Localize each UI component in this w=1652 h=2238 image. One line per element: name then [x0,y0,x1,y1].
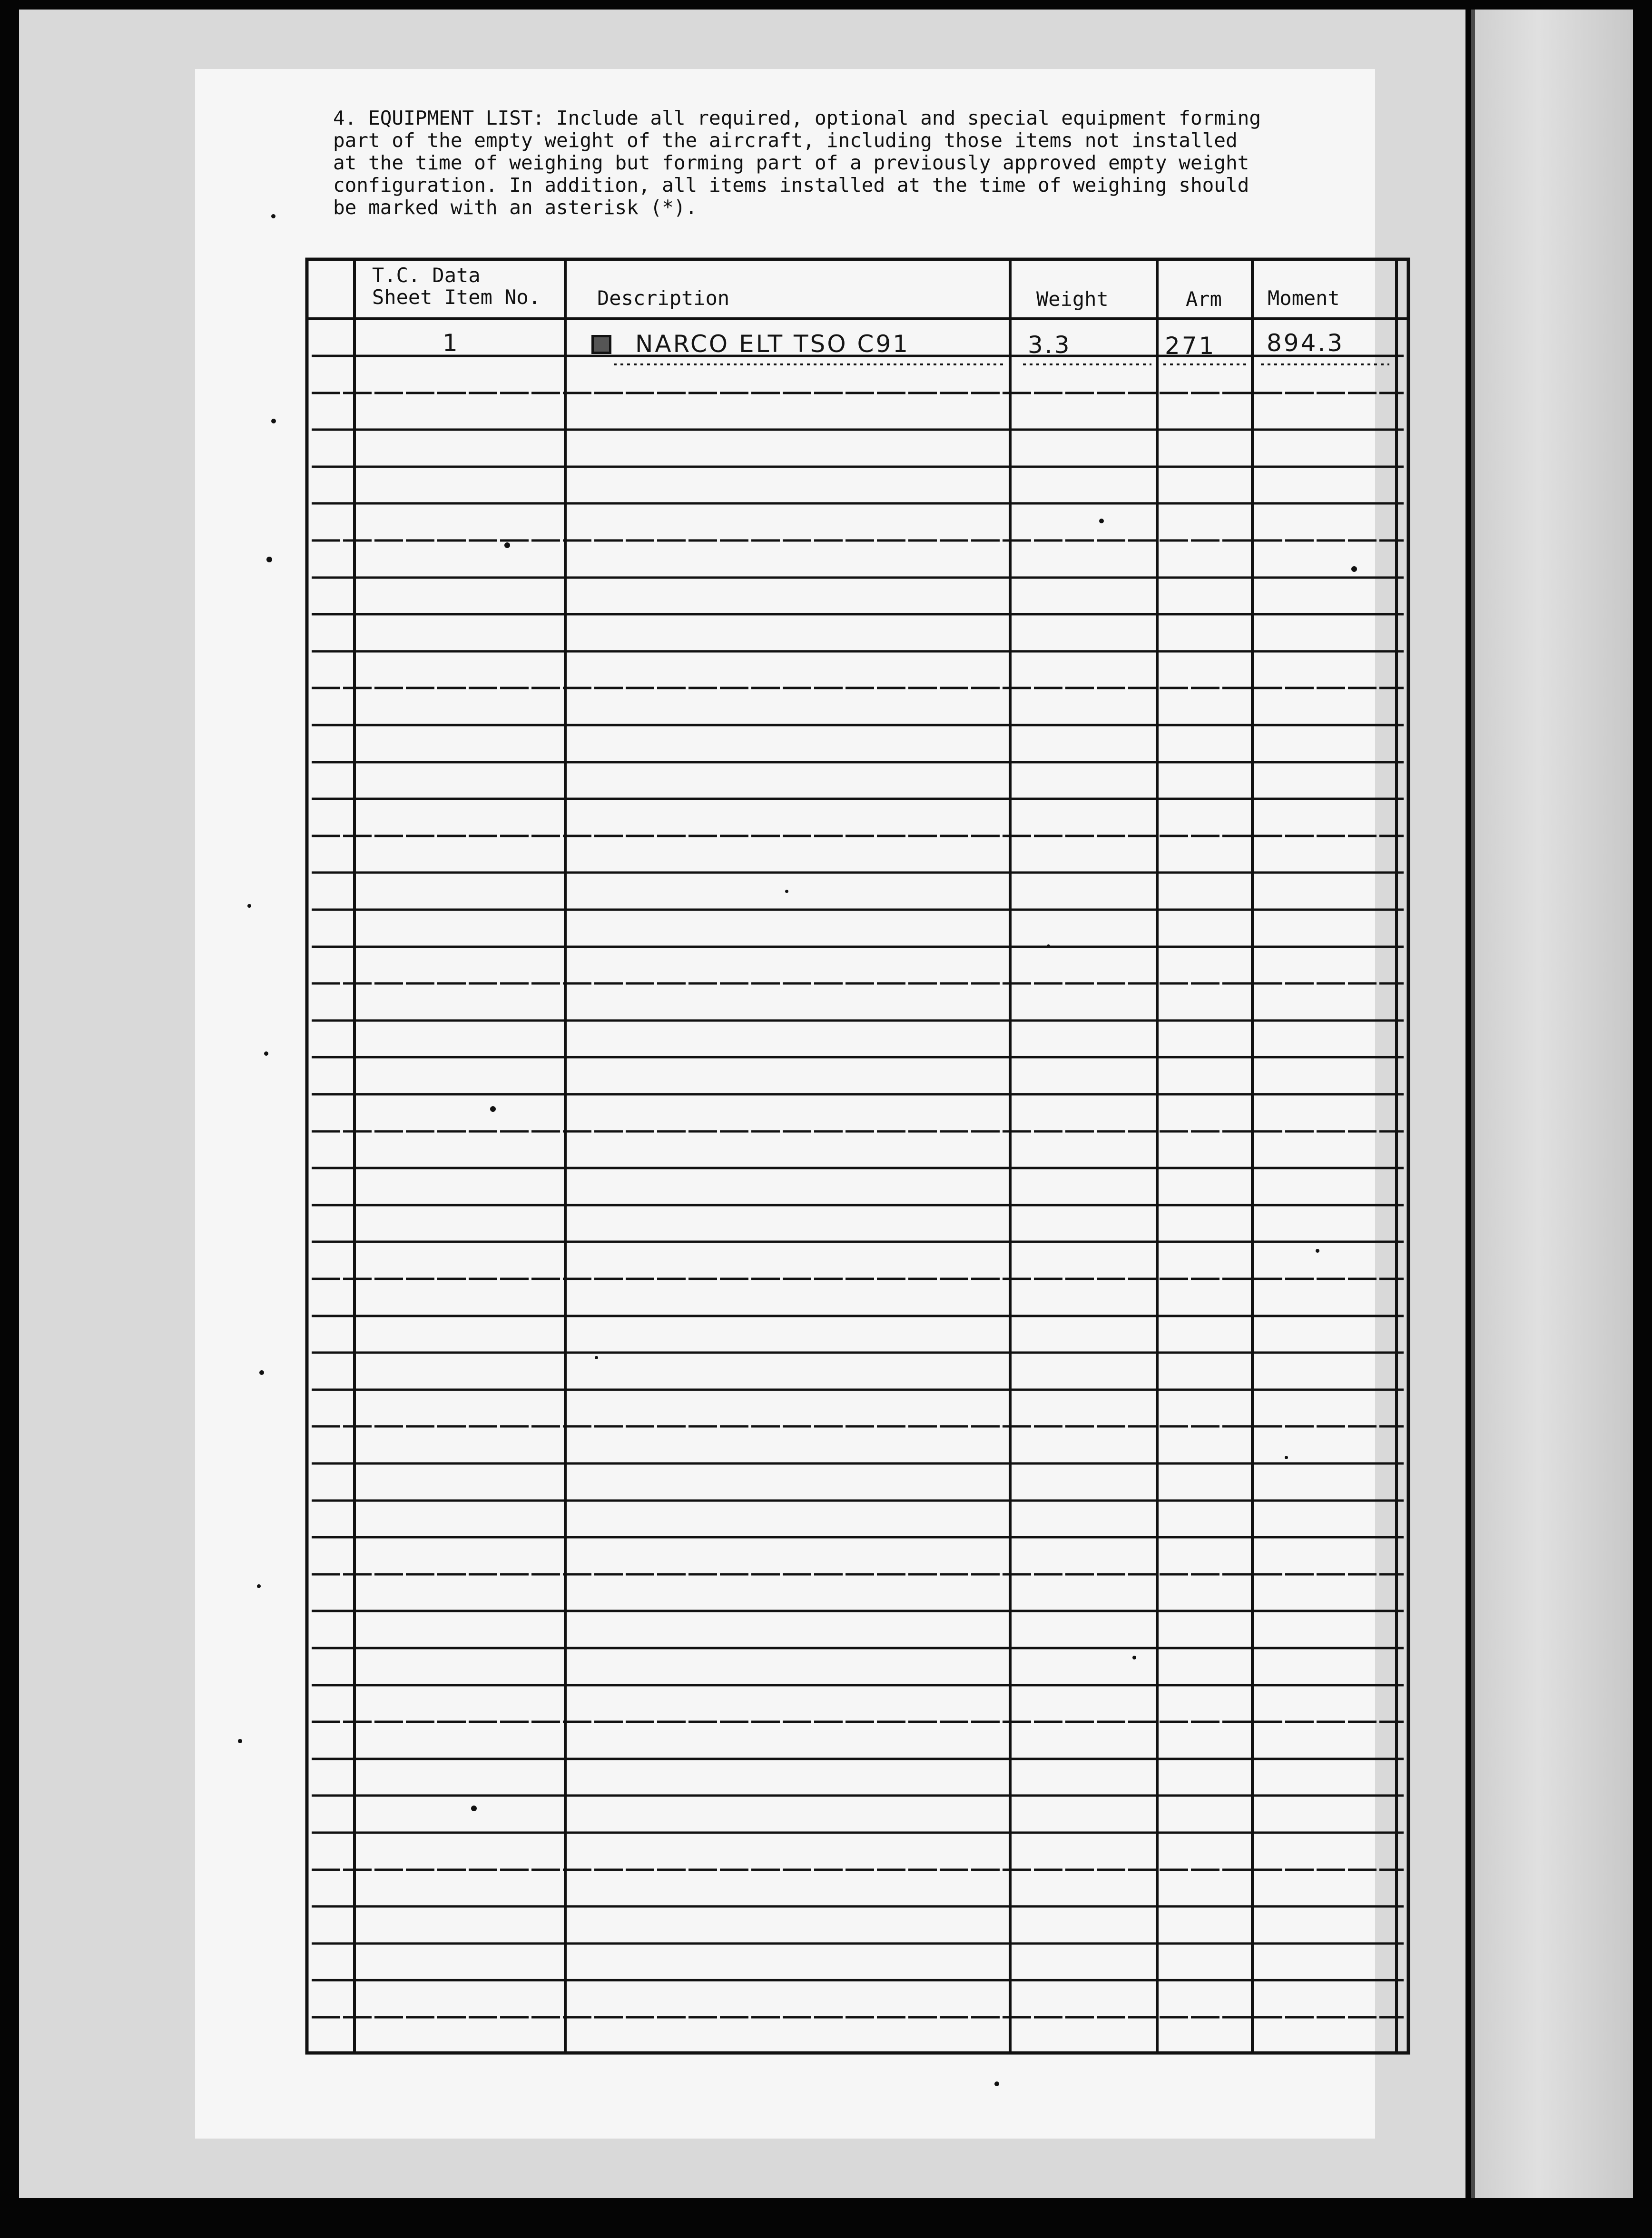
equipment-list-instructions: 4. EQUIPMENT LIST: Include all required, optional and special equipment forming part of the empty weight of the aircraft, including those items not installed at the time of weighing but forming part of a previously approved empty weight configuration. In addition, all items installed at the time of weighing should be marked with an asterisk (*). [333,107,1261,219]
filled-box-icon [591,335,611,354]
row-1-weight: 3.3 [1028,331,1072,359]
speck [271,419,276,423]
speck [504,542,510,548]
speck [259,1370,264,1375]
speck [994,2081,999,2086]
speck [238,1739,242,1743]
speck [264,1051,268,1056]
speck [595,1356,598,1359]
speck [471,1806,477,1811]
speck [785,890,788,893]
speck [1047,944,1050,948]
speck [1316,1249,1319,1253]
row-1-item-no: 1 [442,329,460,357]
header-item-no: T.C. Data Sheet Item No. [372,264,541,309]
row-1-arm: 271 [1165,332,1216,360]
header-weight: Weight [1036,287,1109,311]
speck [247,904,251,908]
speck [490,1106,496,1112]
header-description: Description [597,286,730,310]
speck [271,214,275,218]
speck [1351,566,1357,572]
speck [266,557,272,562]
row-1-moment: 894.3 [1267,329,1345,357]
speck [1132,1656,1136,1659]
header-arm: Arm [1186,287,1222,311]
speck [1099,519,1104,523]
row-1-description: NARCO ELT TSO C91 [635,330,910,358]
speck [1285,1456,1288,1459]
header-moment: Moment [1268,286,1340,310]
speck [257,1584,261,1588]
table-border [307,259,1408,2053]
